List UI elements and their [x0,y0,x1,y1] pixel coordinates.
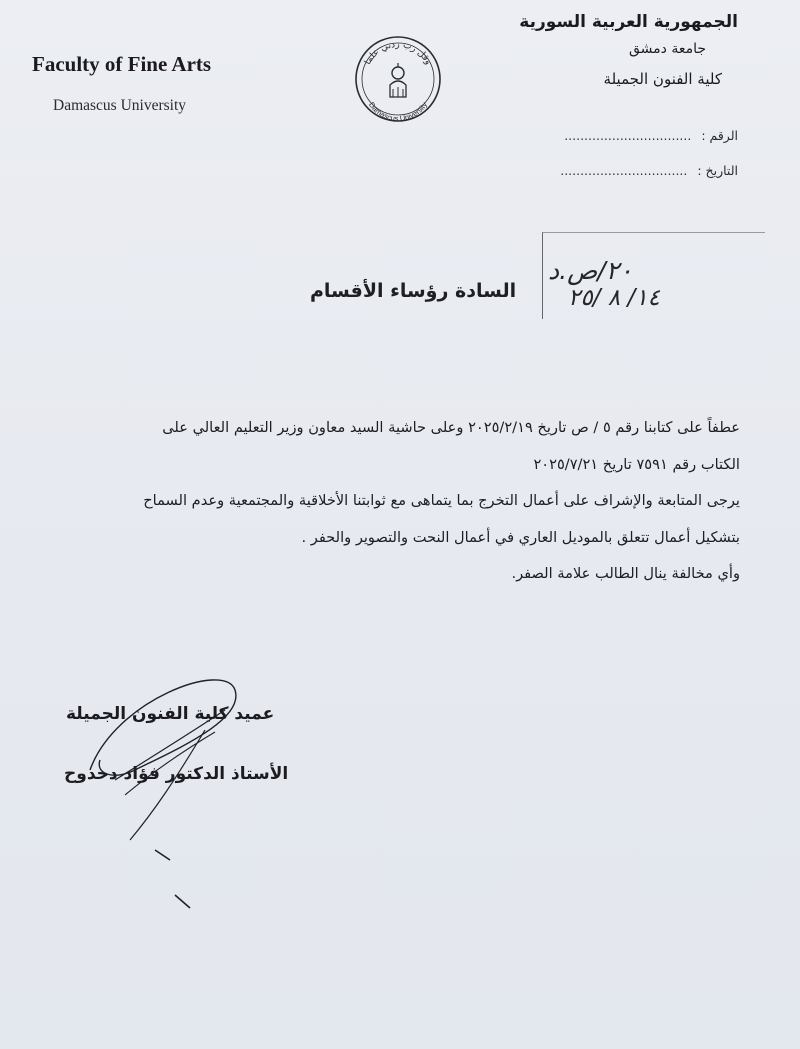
university-seal-icon [352,27,444,127]
reference-number-field [564,128,738,143]
body-line: عطفاً على كتابنا رقم ٥ / ص تاريخ ٢٠٢٥/٢/١٩ وعلى حاشية السيد معاون وزير التعليم العالي على [162,419,740,436]
date-dots: ................................ [560,163,688,178]
addressee-heading: السادة رؤساء الأقسام [310,280,517,302]
letter-body [78,410,740,593]
date-label: التاريخ : [697,163,738,178]
seal-motto-text: وقل رب زدني علما [362,39,433,67]
body-line: وأي مخالفة ينال الطالب علامة الصفر. [511,565,740,582]
stamp-reference-handwritten: ٢٠/ص.د [548,256,633,285]
faculty-name-english: Faculty of Fine Arts [32,52,212,76]
svg-text:Damascus University [367,100,429,123]
university-name-arabic: جامعة دمشق [628,41,706,57]
body-line: يرجى المتابعة والإشراف على أعمال التخرج بما يتماهى مع ثوابتنا الأخلاقية والمجتمعية وعدم السماح [143,492,740,509]
seal-university-text: Damascus University [366,100,429,124]
university-name-english: Damascus University [53,97,187,114]
signatory-title: عميد كلية الفنون الجميلة [66,704,275,724]
date-field [560,163,738,178]
signatory-name: الأستاذ الدكتور فؤاد دحدوح [64,764,289,784]
reference-number-dots: ................................ [564,128,692,143]
faculty-name-arabic: كلية الفنون الجميلة [603,70,722,88]
stamp-date-handwritten: ١٤/ ٨ /٢٥ [568,285,660,311]
body-line: بتشكيل أعمال تتعلق بالموديل العاري في أعمال النحت والتصوير والحفر . [301,528,740,546]
republic-name-arabic: الجمهورية العربية السورية [519,12,738,32]
handwritten-signature-icon [55,660,285,910]
reference-number-label: الرقم : [701,128,738,143]
body-line: الكتاب رقم ٧٥٩١ تاريخ ٢٠٢٥/٧/٢١ [533,455,740,473]
